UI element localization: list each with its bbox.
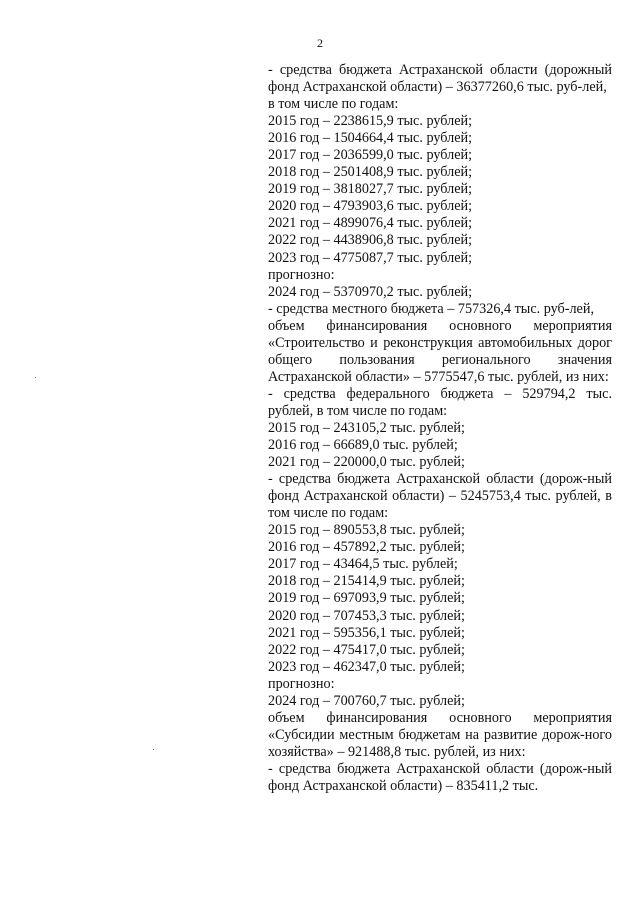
paragraph-federal-budget: - средства федерального бюджета – 529794,2 тыс. рублей, в том числе по годам: bbox=[268, 385, 612, 419]
paragraph-regional-budget-subsidies: - средства бюджета Астраханской области (дорож-ный фонд Астраханской области) – 835411,2 тыс. bbox=[268, 760, 612, 794]
year-line: 2021 год – 4899076,4 тыс. рублей; bbox=[268, 215, 473, 232]
year-line: 2023 год – 4775087,7 тыс. рублей; bbox=[268, 249, 473, 266]
year-line: 2020 год – 4793903,6 тыс. рублей; bbox=[268, 198, 473, 215]
year-line: 2021 год – 595356,1 тыс. рублей; bbox=[268, 624, 465, 641]
by-years-label: в том числе по годам: bbox=[268, 96, 399, 113]
paragraph-subsidies-financing: объем финансирования основного мероприятия «Субсидии местным бюджетам на развитие дорож-ного хозяйства» – 921488,8 тыс. рублей, из них: bbox=[268, 709, 612, 760]
year-line: 2022 год – 4438906,8 тыс. рублей; bbox=[268, 232, 473, 249]
year-line: 2023 год – 462347,0 тыс. рублей; bbox=[268, 658, 465, 675]
year-line: 2017 год – 2036599,0 тыс. рублей; bbox=[268, 147, 473, 164]
year-line: 2016 год – 1504664,4 тыс. рублей; bbox=[268, 130, 473, 147]
year-line: 2016 год – 457892,2 тыс. рублей; bbox=[268, 539, 465, 556]
paragraph-local-budget: - средства местного бюджета – 757326,4 тыс. руб-лей, bbox=[268, 300, 594, 317]
forecast-label: прогнозно: bbox=[268, 675, 335, 692]
year-line: 2018 год – 215414,9 тыс. рублей; bbox=[268, 573, 465, 590]
year-line: 2017 год – 43464,5 тыс. рублей; bbox=[268, 556, 458, 573]
year-line: 2015 год – 243105,2 тыс. рублей; bbox=[268, 419, 465, 436]
year-line: 2019 год – 3818027,7 тыс. рублей; bbox=[268, 181, 473, 198]
year-line: 2022 год – 475417,0 тыс. рублей; bbox=[268, 641, 465, 658]
year-line: 2024 год – 700760,7 тыс. рублей; bbox=[268, 692, 465, 709]
year-line: 2019 год – 697093,9 тыс. рублей; bbox=[268, 590, 465, 607]
year-line: 2020 год – 707453,3 тыс. рублей; bbox=[268, 607, 465, 624]
document-body bbox=[268, 62, 612, 795]
year-line: 2018 год – 2501408,9 тыс. рублей; bbox=[268, 164, 473, 181]
scan-speck bbox=[153, 749, 154, 750]
paragraph-construction-financing: объем финансирования основного мероприятия «Строительство и реконструкция автомобильных дорог общего пользования регионального значения Астраханской области» – 5775547,6 тыс. рублей, из них: bbox=[268, 317, 612, 385]
year-line: 2024 год – 5370970,2 тыс. рублей; bbox=[268, 283, 473, 300]
paragraph-regional-budget: - средства бюджета Астраханской области (дорожный фонд Астраханской области) – 36377260,6 тыс. руб-лей, bbox=[268, 62, 612, 96]
year-line: 2015 год – 890553,8 тыс. рублей; bbox=[268, 522, 465, 539]
forecast-label: прогнозно: bbox=[268, 266, 335, 283]
year-line: 2016 год – 66689,0 тыс. рублей; bbox=[268, 437, 458, 454]
year-line: 2021 год – 220000,0 тыс. рублей; bbox=[268, 454, 465, 471]
page-number: 2 bbox=[317, 36, 323, 50]
paragraph-regional-budget-construction: - средства бюджета Астраханской области (дорож-ный фонд Астраханской области) – 5245753,4 тыс. рублей, в том числе по годам: bbox=[268, 471, 612, 522]
scan-speck bbox=[35, 377, 36, 378]
year-line: 2015 год – 2238615,9 тыс. рублей; bbox=[268, 113, 473, 130]
